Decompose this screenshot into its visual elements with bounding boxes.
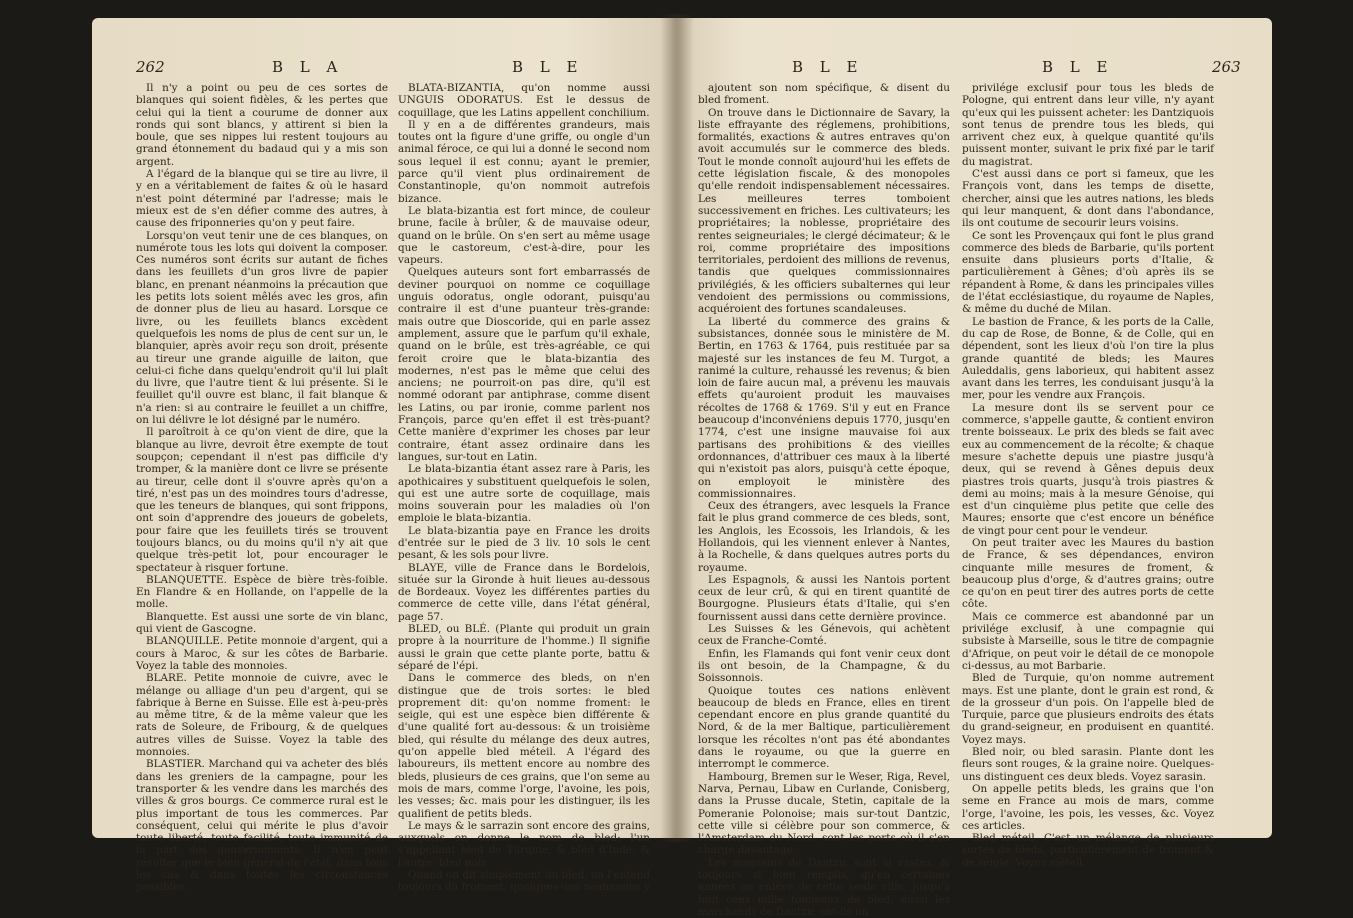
page-number-right: 263	[1212, 58, 1241, 76]
paragraph: Mais ce commerce est abandonné par un privilége exclusif, à une compagnie qui subsiste à Marseille, sous le titre de compagnie d'Afrique, on peut voir le détail de ce monopole ci-dessus, au mot Barbarie.	[962, 610, 1214, 672]
paragraph: Le blata-bizantia étant assez rare à Paris, les apothicaires y substituent quelquefois le solen, qui est une autre sorte de coquillage, mais moins souverain pour les maladies où l'on emploie le blata-bizantia.	[398, 463, 650, 525]
paragraph: BLED, ou BLÉ. (Plante qui produit un grain propre à la nourriture de l'homme.) Il signifie aussi le grain que cette plante porte, battu & séparé de l'épi.	[398, 623, 650, 672]
paragraph: Il y en a de différentes grandeurs, mais toutes ont la figure d'une griffe, ou ongle d'un animal féroce, ce qui lui a donné le second nom sous lequel il est connu; ayant le premier, parce qu'il vient plus ordinairement de Constantinople, qu'on nommoit autrefois bizance.	[398, 118, 650, 205]
right-page	[672, 18, 1272, 918]
paragraph: BLASTIER. Marchand qui va acheter des blés dans les greniers de la campagne, pour les transporter & les vendre dans les marchés des villes & gros bourgs. Ce commerce rural est le plus important de tous les commerces. Par conséquent, celui qui mérite le plus d'avoir toute liberté, toute facilité, toute immunité de la part des gouvernements. Il n'en peut résulter que le bien général de l'état, dans tous les cas & dans toutes les circonstances possibles.	[136, 758, 388, 894]
right-column-2	[962, 82, 1214, 869]
paragraph: Le mays & le sarrazin sont encore des grains, auxquels on donne le nom de bled; l'un s'appellant bled de Turquie, & bled d'Inde; & l'autre, bled noir.	[398, 819, 650, 869]
paragraph: On appelle petits bleds, les grains que l'on seme en France au mois de mars, comme l'orge, l'avoine, les pois, les vesses, &c. Voyez ces articles.	[962, 782, 1214, 832]
left-page	[92, 18, 680, 894]
right-column-1	[698, 82, 950, 918]
paragraph: Bled noir, ou bled sarasin. Plante dont les fleurs sont rouges, & la graine noire. Quelques-uns distinguent ces deux bleds. Voyez sarasin.	[962, 746, 1214, 783]
paragraph: Il paroîtroit à ce qu'on vient de dire, que la blanque au livre, devroit être exempte de tout soupçon; cependant il n'est pas difficile d'y tromper, & la manière dont ce livre se présente au tireur, celle dont il s'ouvre après qu'on a tiré, n'est pas un des moindres tours d'adresse, que les teneurs de blanques, qui sont frippons, ont soin d'apprendre des joueurs de gobelets, pour faire que les feuillets tirés se trouvent toujours blancs, ou du moins qu'il n'y ait que quelque très-petit lot, pour encourager le spectateur à risquer fortune.	[136, 426, 388, 574]
paragraph: Hambourg, Bremen sur le Weser, Riga, Revel, Narva, Pernau, Libaw en Curlande, Conisberg, dans la Prusse ducale, Stetin, capitale de la Pomeranie Polonoise; mais sur-tout Dantzic, cette ville si célèbre pour son commerce, & l'Amsterdam du Nord, sont les ports où il s'en charge davantage.	[698, 770, 950, 857]
paragraph: Le blata-bizantia est fort mince, de couleur brune, facile à brûler, & de mauvaise odeur, quand on le brûle. On s'en sert au même usage que le castoreum, c'est-à-dire, pour les vapeurs.	[398, 204, 650, 267]
running-head-right-2: B L E	[1042, 58, 1114, 76]
paragraph: Quand on dit simplement du bled, on l'entend toujours du froment: quelques-uns néanmoins y	[398, 869, 650, 894]
paragraph: ajoutent son nom spécifique, & disent du bled froment.	[698, 82, 950, 107]
paragraph: La mesure dont ils se servent pour ce commerce, s'appelle gautte, & contient environ trente boisseaux. Le prix des bleds se fait avec eux au commencement de la récolte; & chaque mesure s'achette depuis une piastre jusqu'à deux, qui se revend à Gênes depuis deux piastres trois quarts, jusqu'à trois piastres & demi au moins; mais à la mesure Génoise, qui est d'un cinquième plus petite que celle des Maures; ensorte que c'est encore un bénéfice de vingt pour cent pour le vendeur.	[962, 401, 1214, 537]
paragraph: BLANQUETTE. Espèce de bière très-foible. En Flandre & en Hollande, on l'appelle de la molle.	[136, 573, 388, 611]
left-column-1	[136, 82, 388, 894]
paragraph: Bled méteil. C'est un mélange de plusieurs sortes de bleds, particulièrement de froment & de seigle. Voyez méteil.	[962, 832, 1214, 869]
paragraph: On peut traiter avec les Maures du bastion de France, & ses dépendances, environ cinquante mille mesures de froment, & beaucoup plus d'orge, & d'autres grains; outre ce qu'on en peut tirer des autres ports de cette côte.	[962, 536, 1214, 611]
paragraph: Ceux des étrangers, avec lesquels la France fait le plus grand commerce de ces bleds, sont, les Anglois, les Ecossois, les Irlandois, & les Hollandois, qui les viennent enlever à Nantes, à la Rochelle, & dans quelques autres ports du royaume.	[698, 500, 950, 574]
book-gutter	[660, 14, 694, 842]
paragraph: Les Suisses & les Génevois, qui achètent ceux de Franche-Comté.	[698, 623, 950, 648]
paragraph: BLANQUILLE. Petite monnoie d'argent, qui a cours à Maroc, & sur les côtes de Barbarie. Voyez la table des monnoies.	[136, 635, 388, 672]
paragraph: On trouve dans le Dictionnaire de Savary, la liste effrayante des réglemens, prohibitions, formalités, exactions & autres entraves qu'on avoit accumulés sur le commerce des bleds. Tout le monde connoît aujourd'hui les effets de cette législation fiscale, & des monopoles qu'elle rendoit indispensablement nécessaires. Les meilleures terres tomboient successivement en friches. Les cultivateurs; les propriétaires; la noblesse, propriétaire des rentes seigneuriales; le clergé décimateur; & le roi, comme propriétaire des impositions territoriales, perdoient des millions de revenus, tandis que quelques commissionnaires privilégiés, & les officiers subalternes qui leur vendoient des permissions ou commissions, acquéroient des fortunes scandaleuses.	[698, 106, 950, 316]
paragraph: Il n'y a point ou peu de ces sortes de blanques qui soient fidèles, & les pertes que celui qui la tient a courume de donner aux ronds qui sont blancs, y attirent si bien la boule, que ses nippes lui restent toujours au grand étonnement du badaud qui y a mis son argent.	[136, 82, 388, 168]
paragraph: Blanquette. Est aussi une sorte de vin blanc, qui vient de Gascogne.	[136, 610, 388, 636]
left-column-2	[398, 82, 650, 894]
paragraph: La liberté du commerce des grains & subsistances, donnée sous le ministère de M. Bertin, en 1763 & 1764, puis restituée par sa majesté sur les instances de feu M. Turgot, a ranimé la culture, rehaussé les revenus; & bien loin de faire aucun mal, a prévenu les mauvais effets qu'auroient produit les mauvaises récoltes de 1768 & 1769. S'il y eut en France beaucoup d'inconvéniens depuis 1770, jusqu'en 1774, c'est une insigne mauvaise foi aux partisans des prohibitions & des vieilles ordonnances, d'attribuer ces maux à la liberté qui n'existoit pas alors, puisqu'à cette époque, on employoit le ministère des commissionnaires.	[698, 315, 950, 500]
paragraph: Les Espagnols, & aussi les Nantois portent ceux de leur crû, & qui en tirent quantité de Bourgogne. Plusieurs états d'Italie, qui s'en fournissent aussi dans cette dernière province.	[698, 573, 950, 623]
page-number-left: 262	[136, 58, 165, 76]
paragraph: Quoique toutes ces nations enlèvent beaucoup de bleds en France, elles en tirent cependant encore en plus grande quantité du Nord, & de la mer Baltique, particulièrement lorsque les récoltes n'ont pas été abondantes dans le royaume, ou que la guerre en interrompt le commerce.	[698, 684, 950, 771]
paragraph: Le blata-bizantia paye en France les droits d'entrée sur le pied de 3 liv. 10 sols le cent pesant, & les sols pour livre.	[398, 524, 650, 562]
paragraph: Quelques auteurs sont fort embarrassés de deviner pourquoi on nomme ce coquillage unguis odoratus, ongle odorant, puisqu'au contraire il est d'une puanteur très-grande: mais outre que Dioscoride, qui en parle assez amplement, assure que le parfum qu'il exhale, quand on le brûle, est très-agréable, ce qui feroit croire que le blata-bizantia des modernes, n'est pas le même que celui des anciens; ne pourroit-on pas dire, qu'il est nommé odorant par antiphrase, comme disent les Latins, ou par ironie, comme parlent nos François, parce qu'en effet il est très-puant? Cette manière d'exprimer les choses par leur contraire, étant assez ordinaire dans les langues, sur-tout en Latin.	[398, 266, 650, 463]
paragraph: A l'égard de la blanque qui se tire au livre, il y en a véritablement de faites & où le hasard n'est point déterminé par l'adresse; mais le mieux est de s'en défier comme des autres, à cause des friponneries qu'on y peut faire.	[136, 168, 388, 230]
paragraph: Dans le commerce des bleds, on n'en distingue que de trois sortes: le bled proprement dit: qu'on nomme froment: le seigle, qui est une espèce bien différente & d'une qualité fort au-dessous: & un troisième bled, qui résulte du mélange des deux autres, qu'on appelle bled méteil. A l'égard des laboureurs, ils mettent encore au nombre des bleds, plusieurs de ces grains, que l'on seme au mois de mars, comme l'orge, l'avoine, les pois, les vesses; &c. mais pour les distinguer, ils les qualifient de petits bleds.	[398, 672, 650, 820]
paragraph: BLARE. Petite monnoie de cuivre, avec le mélange ou alliage d'un peu d'argent, qui se fabrique à Berne en Suisse. Elle est à-peu-près au même titre, & de la même valeur que les rats de Soleure, de Fribourg, & de quelques autres villes de Suisse. Voyez la table des monnoies.	[136, 672, 388, 759]
paragraph: BLAYE, ville de France dans le Bordelois, située sur la Gironde à huit lieues au-dessous de Bordeaux. Voyez les différentes parties du commerce de cette ville, dans l'état général, page 57.	[398, 561, 650, 623]
paragraph: C'est aussi dans ce port si fameux, que les François vont, dans les temps de disette, chercher, ainsi que les autres nations, les bleds qui leur manquent, & dont dans l'abondance, ils ont coutume de secourir leurs voisins.	[962, 168, 1214, 230]
running-head-left-1: B L A	[272, 58, 344, 76]
paragraph: Les magasins de Dantzic sont si vastes, & toujours si bien remplis, qu'en certaines années on enlève de cette seule ville, jusqu'à huit cens mille tonneaux de bled: aussi les marchands de Dantzic ont-ils un	[698, 856, 950, 918]
running-head-left-2: B L E	[512, 58, 584, 76]
paragraph: Lorsqu'on veut tenir une de ces blanques, on numérote tous les lots qui doivent la composer. Ces numéros sont écrits sur autant de fiches dans les feuillets d'un gros livre de papier blanc, en prenant néanmoins la précaution que les petits lots soient mêlés avec les gros, afin de donner plus de lieu au hasard. Lorsque ce livre, ou les feuillets blancs excèdent quelquefois les noms de plus de cent sur un, le blanquier, après avoir reçu son droit, présente au tireur une grande aiguille de laiton, que celui-ci fiche dans quelqu'endroit qu'il lui plaît du livre, que l'autre tient & lui présente. Si le feuillet qu'il ouvre est blanc, il fait blanque & n'a rien: si au contraire le feuillet a un chiffre, on lui délivre le lot désigné par le numéro.	[136, 229, 388, 427]
paragraph: Ce sont les Provençaux qui font le plus grand commerce des bleds de Barbarie, qu'ils portent ensuite dans plusieurs ports d'Italie, & particulièrement à Gênes; d'où après ils se répandent à Rome, & dans les principales villes de l'état ecclésiastique, du royaume de Naples, & même du duché de Milan.	[962, 229, 1214, 316]
paragraph: Le bastion de France, & les ports de la Calle, du cap de Rose, de Bonne, & de Colle, qui en dépendent, sont les lieux d'où l'on tire la plus grande quantité de bleds; les Maures Auleddalis, gens laborieux, qui habitent assez avant dans les terres, les conduisant jusqu'à la mer, pour les vendre aux François.	[962, 315, 1214, 402]
paragraph: Enfin, les Flamands qui font venir ceux dont ils ont besoin, de la Champagne, & du Soissonnois.	[698, 647, 950, 685]
running-head-right-1: B L E	[792, 58, 864, 76]
paragraph: Bled de Turquie, qu'on nomme autrement mays. Est une plante, dont le grain est rond, & de la grosseur d'un pois. On l'appelle bled de Turquie, parce que plusieurs endroits des états du grand-seigneur, en produisent en quantité. Voyez mays.	[962, 672, 1214, 746]
paragraph: BLATA-BIZANTIA, qu'on nomme aussi UNGUIS ODORATUS. Est le dessus de coquillage, que les Latins appellent conchilium.	[398, 82, 650, 119]
paragraph: privilége exclusif pour tous les bleds de Pologne, qui entrent dans leur ville, n'y ayant qu'eux qui les puissent acheter: les Dantziquois sont tenus de prendre tous les bleds, qui arrivent chez eux, à quelque quantité qu'ils puissent monter, suivant le prix fixé par le tarif du magistrat.	[962, 82, 1214, 168]
